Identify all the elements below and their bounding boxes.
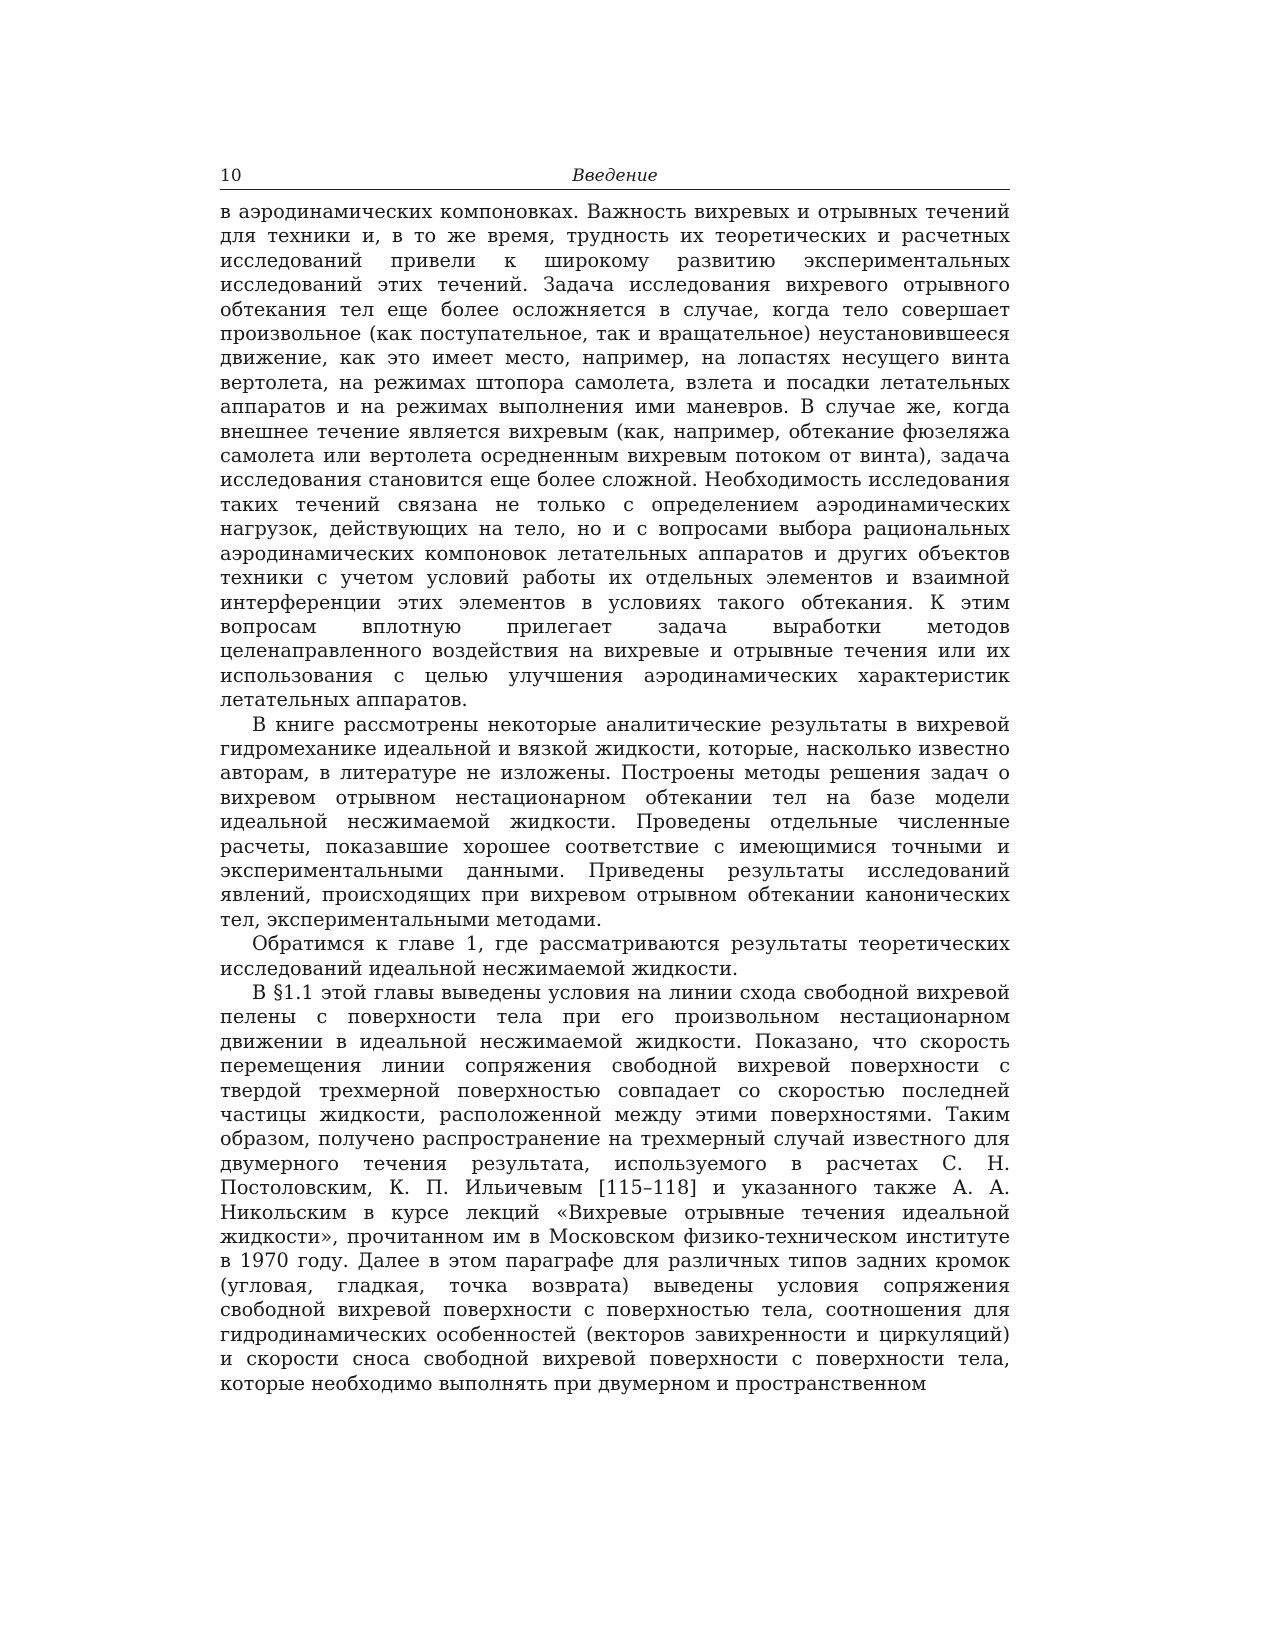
paragraph-book-contents: В книге рассмотрены некоторые аналитические результаты в вихревой гидромеханике идеальной и вязкой жидкости, которые, насколько известно авторам, в литературе не изложены. Построены методы решения задач о вихревом отрывном нестационарном обтекании тел на базе модели идеальной несжимаемой жидкости. Проведены отдельные численные расчеты, показавшие хорошее соответствие с имеющимися точными и экспериментальными данными. Приведены результаты исследований явлений, происходящих при вихревом отрывном обтекании канонических тел, экспериментальными методами.	[220, 712, 1010, 931]
section-title: Введение	[572, 166, 658, 186]
paragraph-continuation: в аэродинамических компоновках. Важность вихревых и отрывных течений для техники и, в то же время, трудность их теоретических и расчетных исследований привели к широкому развитию экспериментальных исследований этих течений. Задача исследования вихревого отрывного обтекания тел еще более осложняется в случае, когда тело совершает произвольное (как поступательное, так и вращательное) неустановившееся движение, как это имеет место, например, на лопастях несущего винта вертолета, на режимах штопора самолета, взлета и посадки летательных аппаратов и на режимах выполнения ими маневров. В случае же, когда внешнее течение является вихревым (как, например, обтекание фюзеляжа самолета или вертолета осредненным вихревым потоком от винта), задача исследования становится еще более сложной. Необходимость исследования таких течений связана не только с определением аэродинамических нагрузок, действующих на тело, но и с вопросами выбора рациональных аэродинамических компоновок летательных аппаратов и других объектов техники с учетом условий работы их отдельных элементов и взаимной интерференции этих элементов в условиях такого обтекания. К этим вопросам вплотную прилегает задача выработки методов целенаправленного воздействия на вихревые и отрывные течения или их использования с целью улучшения аэродинамических характеристик летательных аппаратов.	[220, 200, 1010, 712]
paragraph-section-1-1: В §1.1 этой главы выведены условия на линии схода свободной вихревой пелены с поверхности тела при его произвольном нестационарном движении в идеальной несжимаемой жидкости. Показано, что скорость перемещения линии сопряжения свободной вихревой поверхности с твердой трехмерной поверхностью совпадает со скоростью последней частицы жидкости, расположенной между этими поверхностями. Таким образом, получено распространение на трехмерный случай известного для двумерного течения результата, используемого в расчетах С. Н. Постоловским, К. П. Ильичевым [115–118] и указанного также А. А. Никольским в курсе лекций «Вихревые отрывные течения идеальной жидкости», прочитанном им в Московском физико-техническом институте в 1970 году. Далее в этом параграфе для различных типов задних кромок (угловая, гладкая, точка возврата) выведены условия сопряжения свободной вихревой поверхности с поверхностью тела, соотношения для гидродинамических особенностей (векторов завихренности и циркуляций) и скорости сноса свободной вихревой поверхности с поверхности тела, которые необходимо выполнять при двумерном и пространственном	[220, 981, 1010, 1395]
body-text	[220, 200, 1010, 1396]
book-page	[220, 165, 1010, 1396]
running-head	[220, 165, 1010, 190]
page-number: 10	[220, 166, 242, 186]
paragraph-chapter-1: Обратимся к главе 1, где рассматриваются результаты теоретических исследований идеальной несжимаемой жидкости.	[220, 932, 1010, 980]
